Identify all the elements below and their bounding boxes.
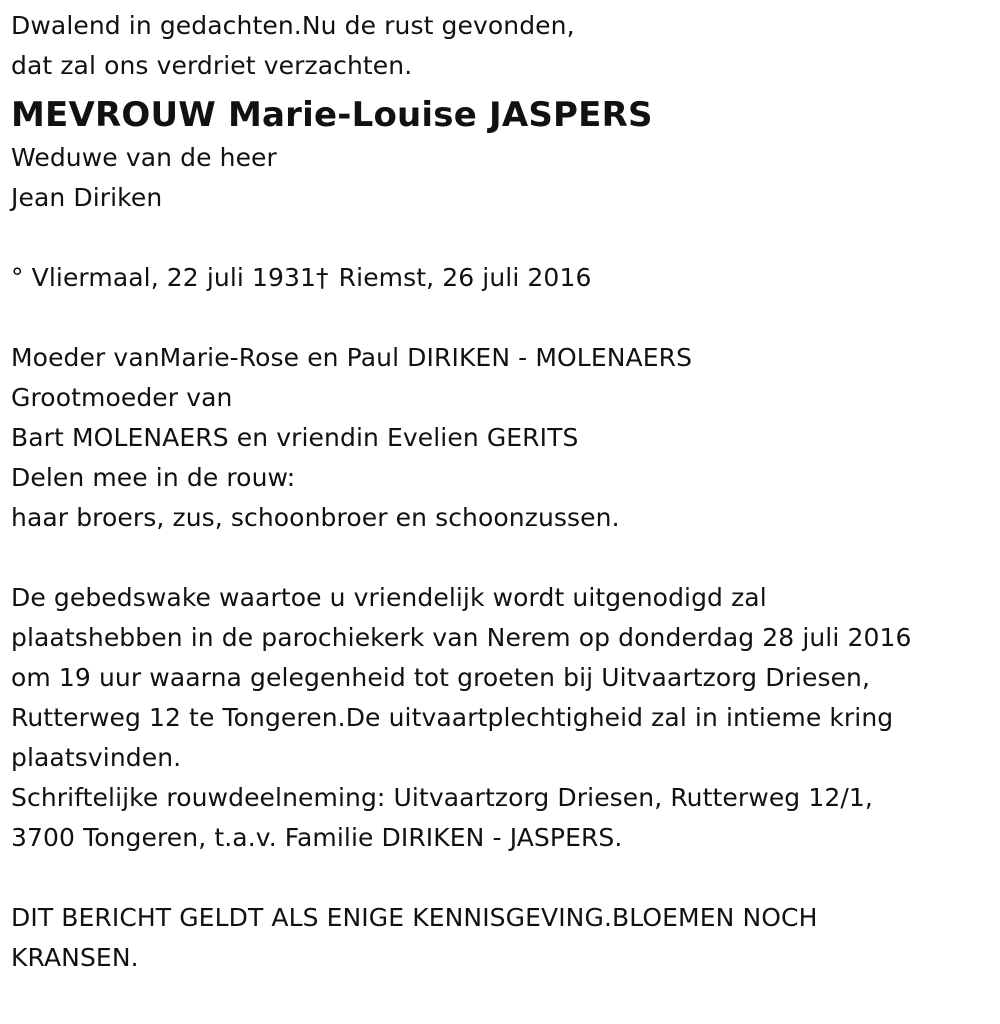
poem-section	[11, 6, 991, 86]
ceremony-line: Schriftelijke rouwdeelneming: Uitvaartzorg Driesen, Rutterweg 12/1,	[11, 783, 873, 812]
notice-line: KRANSEN.	[11, 943, 139, 972]
spacer	[11, 538, 991, 578]
obituary-notice	[11, 6, 991, 978]
spacer	[11, 858, 991, 898]
family-line: Delen mee in de rouw:	[11, 463, 296, 492]
family-line: Bart MOLENAERS en vriendin Evelien GERITS	[11, 423, 579, 452]
notice-section	[11, 898, 991, 978]
family-line: Moeder vanMarie-Rose en Paul DIRIKEN - MOLENAERS	[11, 343, 693, 372]
family-line: Grootmoeder van	[11, 383, 233, 412]
family-line: haar broers, zus, schoonbroer en schoonzussen.	[11, 503, 620, 532]
spacer	[11, 218, 991, 258]
relation-line: Weduwe van de heer	[11, 143, 277, 172]
relation-section	[11, 138, 991, 218]
ceremony-line: Rutterweg 12 te Tongeren.De uitvaartplechtigheid zal in intieme kring	[11, 703, 894, 732]
ceremony-line: plaatsvinden.	[11, 743, 182, 772]
ceremony-line: 3700 Tongeren, t.a.v. Familie DIRIKEN - JASPERS.	[11, 823, 623, 852]
ceremony-line: om 19 uur waarna gelegenheid tot groeten bij Uitvaartzorg Driesen,	[11, 663, 871, 692]
death-date: Riemst, 26 juli 2016	[330, 263, 592, 292]
spacer	[11, 298, 991, 338]
cross-icon: †	[316, 263, 329, 292]
poem-line: dat zal ons verdriet verzachten.	[11, 51, 413, 80]
poem-line: Dwalend in gedachten.Nu de rust gevonden,	[11, 11, 575, 40]
family-section	[11, 338, 991, 538]
deceased-name: MEVROUW Marie-Louise JASPERS	[11, 95, 653, 135]
notice-line: DIT BERICHT GELDT ALS ENIGE KENNISGEVING.BLOEMEN NOCH	[11, 903, 818, 932]
spouse-name: Jean Diriken	[11, 183, 163, 212]
ceremony-section	[11, 578, 991, 858]
ceremony-line: De gebedswake waartoe u vriendelijk wordt uitgenodigd zal	[11, 583, 767, 612]
birth-date: ° Vliermaal, 22 juli 1931	[11, 263, 317, 292]
dates-line	[11, 258, 991, 298]
ceremony-line: plaatshebben in de parochiekerk van Nerem op donderdag 28 juli 2016	[11, 623, 912, 652]
